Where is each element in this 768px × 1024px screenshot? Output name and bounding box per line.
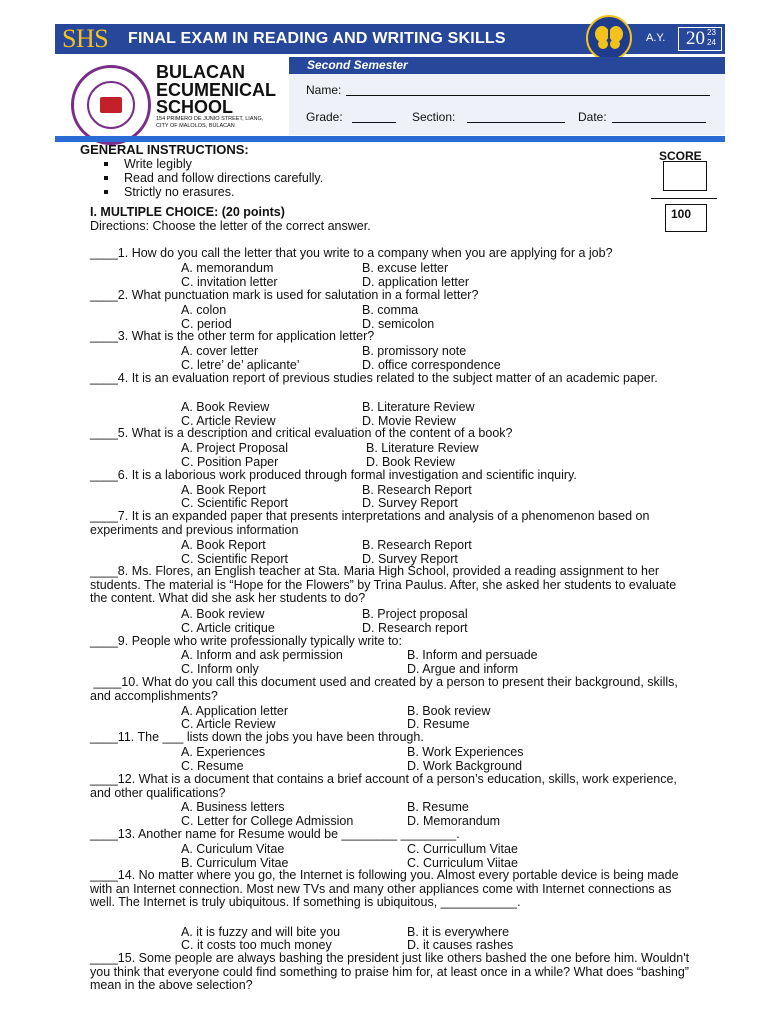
academic-year-start: 23 bbox=[707, 28, 716, 37]
answer-option[interactable]: D. Argue and inform bbox=[407, 662, 519, 676]
answer-option[interactable]: D. Survey Report bbox=[362, 496, 458, 510]
answer-option[interactable]: A. memorandum bbox=[181, 261, 274, 275]
answer-option[interactable]: D. application letter bbox=[362, 275, 470, 289]
question-stem: ____5. What is a description and critical evaluation of the content of a book? bbox=[90, 426, 513, 440]
answer-option[interactable]: A. Book Review bbox=[181, 400, 270, 414]
answer-option[interactable]: B. Resume bbox=[407, 800, 469, 814]
answer-option[interactable]: C. Curricullum Vitae bbox=[407, 842, 518, 856]
answer-option[interactable]: C. invitation letter bbox=[181, 275, 278, 289]
exam-title: FINAL EXAM IN READING AND WRITING SKILLS bbox=[128, 30, 506, 47]
answer-option[interactable]: B. Literature Review bbox=[366, 441, 479, 455]
answer-option[interactable]: B. Inform and persuade bbox=[407, 648, 538, 662]
instruction-item: Strictly no erasures. bbox=[124, 185, 235, 199]
answer-option[interactable]: C. Article critique bbox=[181, 621, 275, 635]
score-label: SCORE bbox=[659, 149, 702, 163]
school-name-line1: BULACAN bbox=[156, 62, 245, 82]
answer-option[interactable]: B. Work Experiences bbox=[407, 745, 524, 759]
school-address-line1: 154 PRIMERO DE JUNIO STREET, LIANG, bbox=[156, 116, 264, 122]
instruction-item: Read and follow directions carefully. bbox=[124, 171, 324, 185]
answer-option[interactable]: B. Project proposal bbox=[362, 607, 468, 621]
semester-label: Second Semester bbox=[307, 58, 408, 72]
multiple-choice-heading: I. MULTIPLE CHOICE: (20 points) bbox=[90, 205, 285, 219]
school-address-line2: CITY OF MALOLOS, BULACAN bbox=[156, 123, 235, 129]
question-stem: ____15. Some people are always bashing the president just like others bashed the one before him. Wouldn't you think that everyone could find something to praise him for, at least once in a while? What does “bashing” mean in the above selection? bbox=[90, 951, 693, 993]
shs-logo-text: SHS bbox=[62, 24, 109, 53]
score-divider bbox=[651, 198, 717, 199]
butterfly-badge-icon bbox=[586, 15, 632, 61]
answer-option[interactable]: A. Experiences bbox=[181, 745, 266, 759]
question-stem: ____4. It is an evaluation report of previous studies related to the subject matter of an academic paper. bbox=[90, 371, 658, 385]
question-stem: ____13. Another name for Resume would be ________ ________. bbox=[90, 827, 460, 841]
answer-option[interactable]: C. Position Paper bbox=[181, 455, 279, 469]
question-stem: ____2. What punctuation mark is used for salutation in a formal letter? bbox=[90, 288, 479, 302]
answer-option[interactable]: D. Work Background bbox=[407, 759, 523, 773]
answer-option[interactable]: C. Scientific Report bbox=[181, 496, 288, 510]
school-name-line2: ECUMENICAL bbox=[156, 80, 276, 100]
answer-option[interactable]: C. period bbox=[181, 317, 232, 331]
answer-option[interactable]: C. Curriculum Viitae bbox=[407, 856, 518, 870]
answer-option[interactable]: C. Resume bbox=[181, 759, 244, 773]
section-label: Section: bbox=[412, 110, 456, 124]
answer-option[interactable]: B. comma bbox=[362, 303, 419, 317]
answer-option[interactable]: A. colon bbox=[181, 303, 227, 317]
grade-field[interactable] bbox=[352, 122, 396, 123]
answer-option[interactable]: A. Curiculum Vitae bbox=[181, 842, 285, 856]
name-label: Name: bbox=[306, 83, 342, 97]
answer-option[interactable]: D. office correspondence bbox=[362, 358, 501, 372]
answer-option[interactable]: D. Research report bbox=[362, 621, 468, 635]
answer-option[interactable]: A. Book Report bbox=[181, 483, 266, 497]
answer-option[interactable]: D. semicolon bbox=[362, 317, 435, 331]
school-seal-book-icon bbox=[100, 97, 122, 113]
question-stem: ____7. It is an expanded paper that presents interpretations and analysis of a phenomenon based on experiments and previous information bbox=[90, 509, 653, 537]
instruction-item: Write legibly bbox=[124, 157, 192, 171]
answer-option[interactable]: C. Article Review bbox=[181, 717, 276, 731]
score-input-box[interactable] bbox=[663, 161, 707, 191]
grade-label: Grade: bbox=[306, 110, 343, 124]
answer-option[interactable]: B. promissory note bbox=[362, 344, 467, 358]
bullet-icon bbox=[104, 162, 108, 166]
section-field[interactable] bbox=[467, 122, 565, 123]
academic-year-end: 24 bbox=[707, 38, 716, 47]
answer-option[interactable]: B. Literature Review bbox=[362, 400, 475, 414]
date-field[interactable] bbox=[612, 122, 706, 123]
answer-option[interactable]: C. Scientific Report bbox=[181, 552, 288, 566]
question-stem: ____12. What is a document that contains a brief account of a person’s education, skills, work experience, and other qualifications? bbox=[90, 772, 681, 800]
answer-option[interactable]: B. Research Report bbox=[362, 538, 472, 552]
question-stem: ____8. Ms. Flores, an English teacher at Sta. Maria High School, provided a reading assignment to her students. The material is “Hope for the Flowers” by Trina Paulus. After, she asked her students to evaluate the content. What did she ask her students to do? bbox=[90, 564, 680, 606]
bullet-icon bbox=[104, 190, 108, 194]
question-stem: ____11. The ___ lists down the jobs you have been through. bbox=[90, 730, 424, 744]
answer-option[interactable]: D. Book Review bbox=[366, 455, 455, 469]
question-stem: ____10. What do you call this document used and created by a person to present their background, skills, and accomplishments? bbox=[90, 675, 682, 703]
answer-option[interactable]: B. it is everywhere bbox=[407, 925, 510, 939]
answer-option[interactable]: C. Article Review bbox=[181, 414, 276, 428]
answer-option[interactable]: C. Inform only bbox=[181, 662, 259, 676]
question-stem: ____6. It is a laborious work produced through formal investigation and scientific inquiry. bbox=[90, 468, 577, 482]
multiple-choice-directions: Directions: Choose the letter of the correct answer. bbox=[90, 219, 371, 233]
total-score: 100 bbox=[671, 207, 692, 221]
answer-option[interactable]: D. Survey Report bbox=[362, 552, 458, 566]
academic-year-label: A.Y. bbox=[646, 32, 666, 44]
answer-option[interactable]: A. Application letter bbox=[181, 704, 289, 718]
question-stem: ____9. People who write professionally typically write to: bbox=[90, 634, 402, 648]
school-name-line3: SCHOOL bbox=[156, 97, 234, 117]
date-label: Date: bbox=[578, 110, 607, 124]
answer-option[interactable]: B. Book review bbox=[407, 704, 491, 718]
answer-option[interactable]: C. Letter for College Admission bbox=[181, 814, 354, 828]
answer-option[interactable]: D. Resume bbox=[407, 717, 470, 731]
question-stem: ____14. No matter where you go, the Internet is following you. Almost every portable device is being made with an Internet connection. Most new TVs and many other appliances come with Internet connections as well. The Internet is truly ubiquitous. If something is ubiquitous, ___________. bbox=[90, 868, 683, 910]
answer-option[interactable]: C. letre’ de’ aplicante’ bbox=[181, 358, 300, 372]
name-field[interactable] bbox=[346, 95, 710, 96]
answer-option[interactable]: A. cover letter bbox=[181, 344, 259, 358]
question-stem: ____1. How do you call the letter that you write to a company when you are applying for a job? bbox=[90, 246, 613, 260]
bullet-icon bbox=[104, 176, 108, 180]
answer-option[interactable]: A. Inform and ask permission bbox=[181, 648, 343, 662]
answer-option[interactable]: A. Project Proposal bbox=[181, 441, 288, 455]
answer-option[interactable]: A. Business letters bbox=[181, 800, 285, 814]
answer-option[interactable]: C. it costs too much money bbox=[181, 938, 332, 952]
answer-option[interactable]: D. Memorandum bbox=[407, 814, 501, 828]
academic-year-century: 20 bbox=[686, 28, 705, 49]
answer-option[interactable]: D. Movie Review bbox=[362, 414, 456, 428]
answer-option[interactable]: B. excuse letter bbox=[362, 261, 449, 275]
answer-option[interactable]: B. Research Report bbox=[362, 483, 472, 497]
answer-option[interactable]: A. it is fuzzy and will bite you bbox=[181, 925, 341, 939]
general-instructions-heading: GENERAL INSTRUCTIONS: bbox=[80, 142, 249, 157]
question-stem: ____3. What is the other term for application letter? bbox=[90, 329, 375, 343]
answer-option[interactable]: A. Book review bbox=[181, 607, 265, 621]
answer-option[interactable]: D. it causes rashes bbox=[407, 938, 514, 952]
answer-option[interactable]: A. Book Report bbox=[181, 538, 266, 552]
answer-option[interactable]: B. Curriculum Vitae bbox=[181, 856, 289, 870]
